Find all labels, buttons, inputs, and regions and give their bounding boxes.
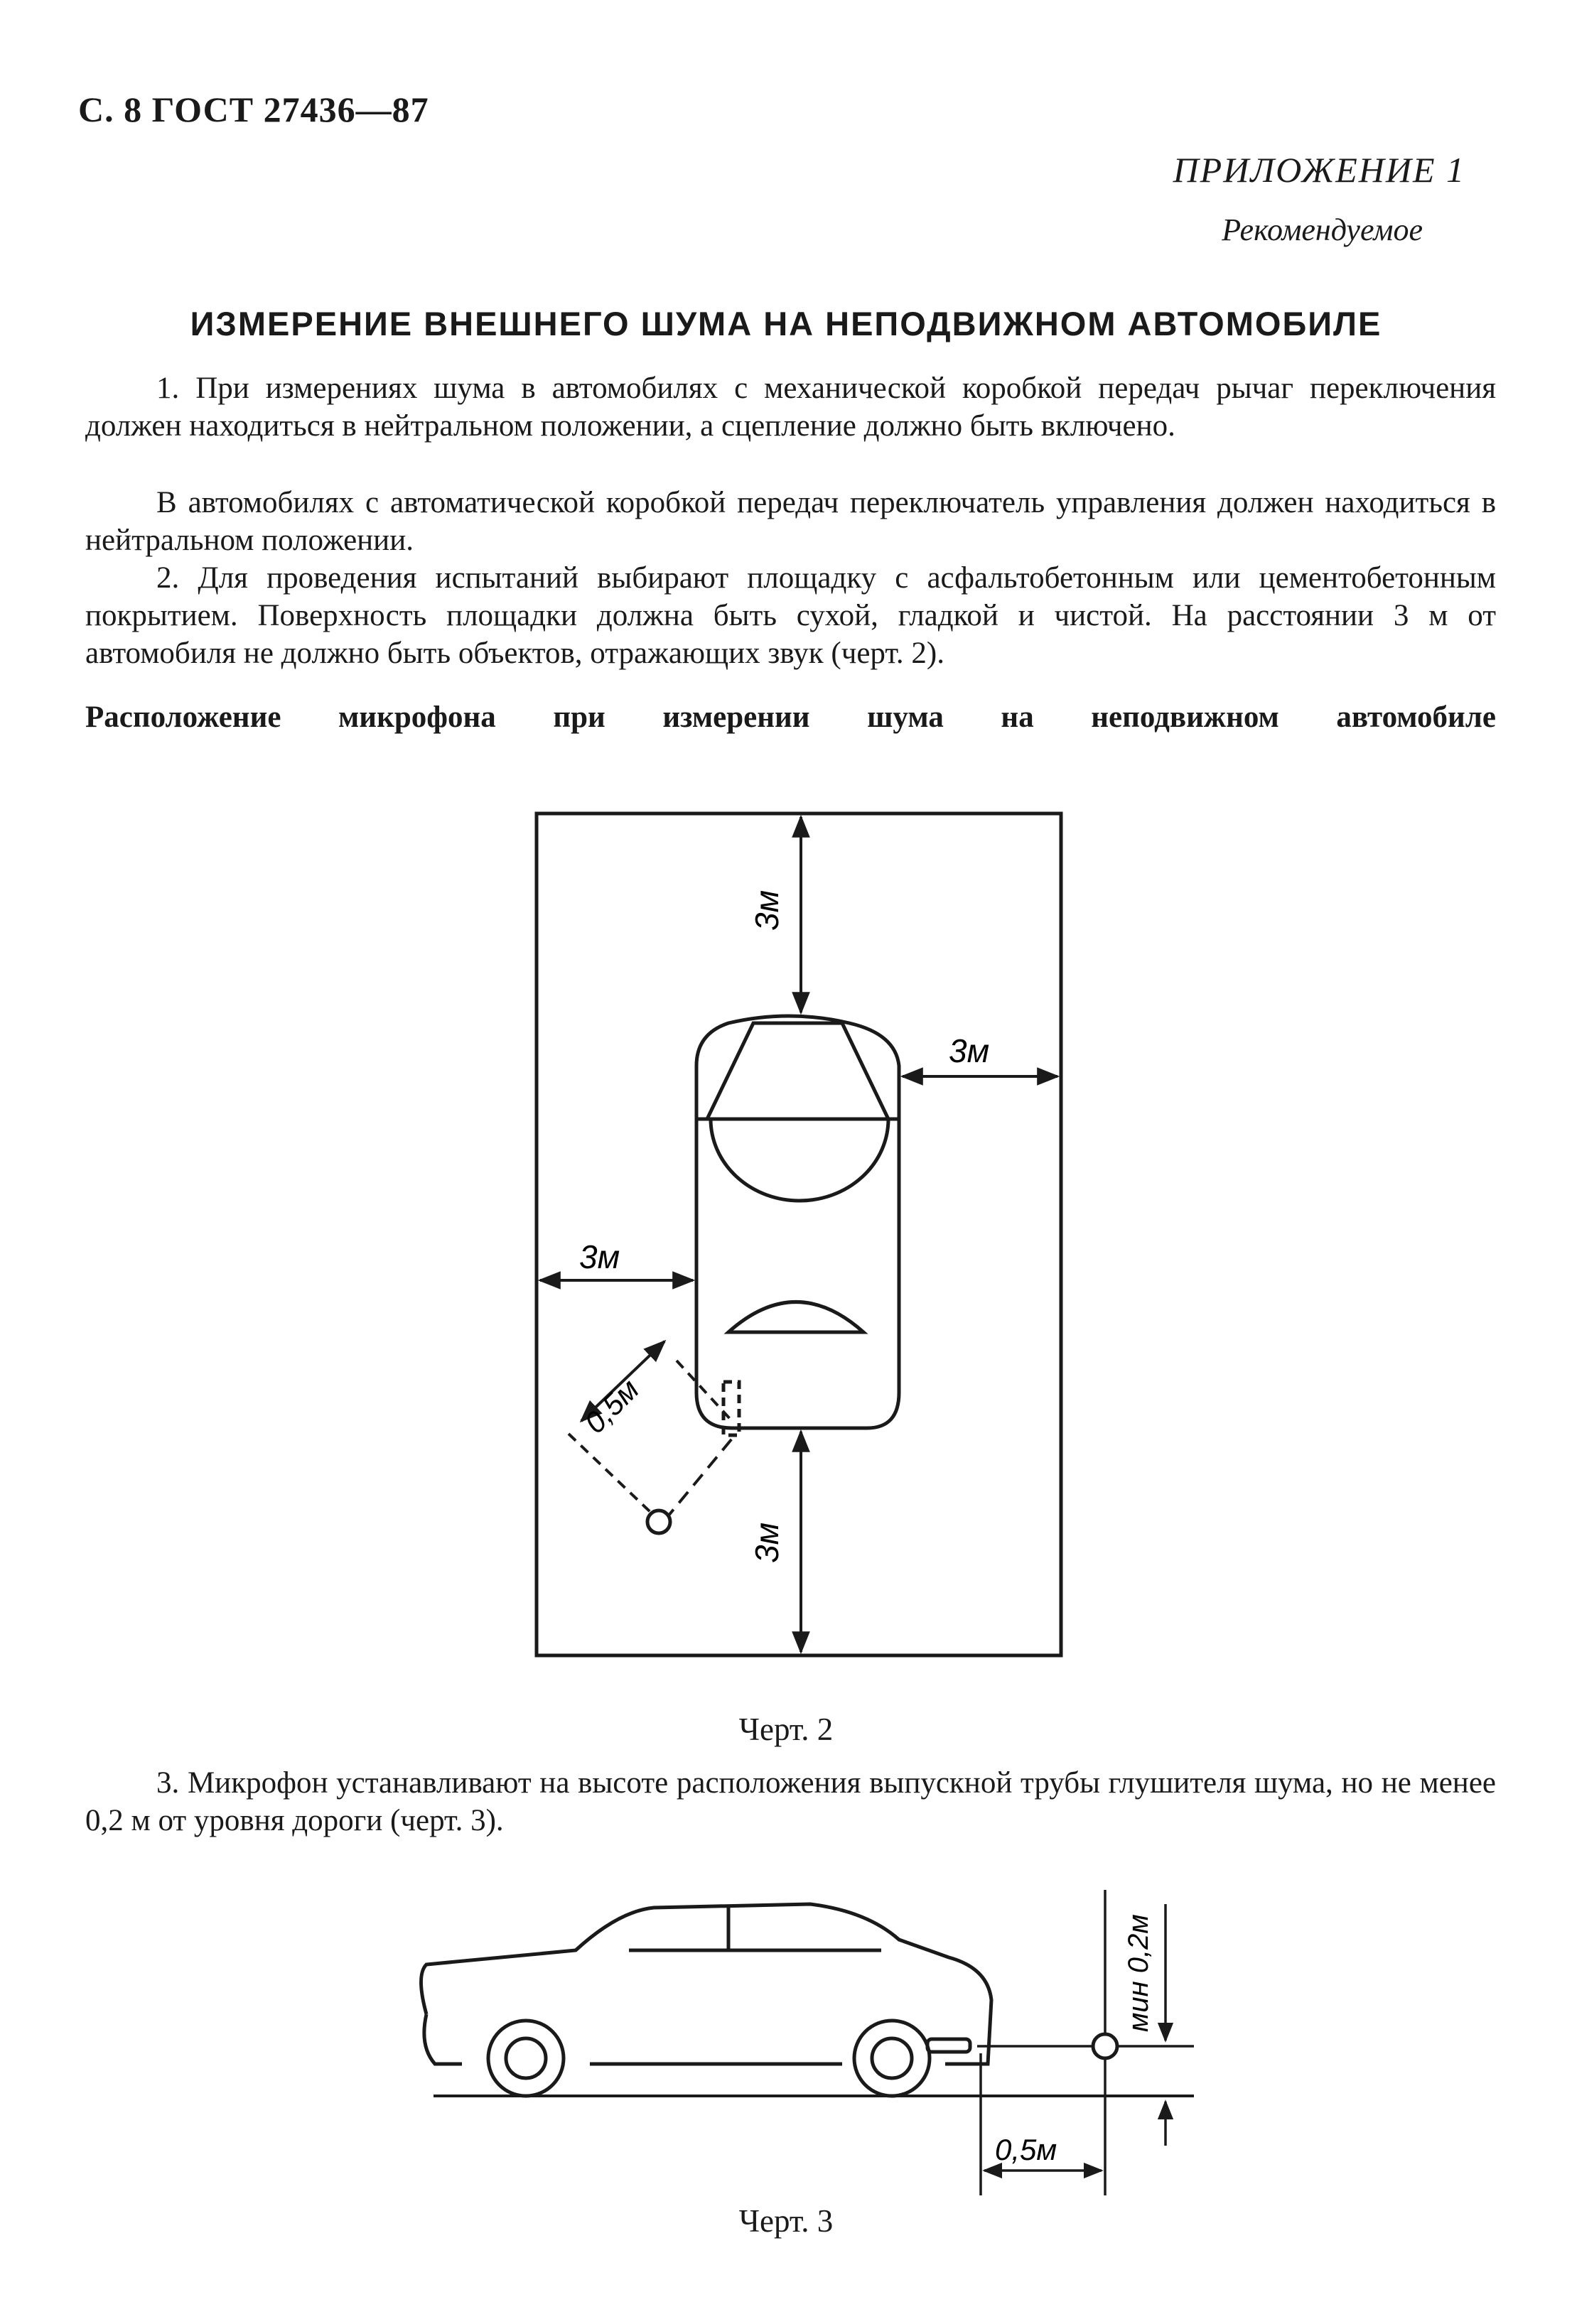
page-header: С. 8 ГОСТ 27436—87 [78, 90, 429, 129]
figure-3-label: Черт. 3 [738, 2203, 834, 2239]
appendix-label: ПРИЛОЖЕНИЕ 1 [1173, 150, 1465, 190]
document-title: ИЗМЕРЕНИЕ ВНЕШНЕГО ШУМА НА НЕПОДВИЖНОМ АВТОМОБИЛЕ [190, 305, 1382, 342]
test-site-boundary [537, 814, 1061, 1655]
dim-label-rear: 3м [748, 1522, 785, 1563]
dim-label-right: 3м [949, 1032, 990, 1069]
figure-2-label: Черт. 2 [738, 1712, 834, 1747]
car-hood-arc [711, 1119, 888, 1201]
car-windscreen [707, 1023, 888, 1119]
paragraph-1: 1. При измерениях шума в автомобилях с механической коробкой передач рычаг переключения должен находиться в нейтральном положении, а сцепление должно быть включено. [85, 372, 1496, 443]
microphone-position [647, 1510, 670, 1533]
appendix-status: Рекомендуемое [1222, 212, 1423, 247]
dim-label-left: 3м [579, 1238, 620, 1275]
dim-label-mic: 0,5м [578, 1372, 646, 1440]
dim-label-front: 3м [748, 890, 785, 931]
figure-2-caption: Расположение микрофона при измерении шума на неподвижном автомобиле [85, 701, 1496, 734]
car-rear-window [728, 1302, 863, 1333]
dim-label-height: мин 0,2м [1123, 1914, 1154, 2032]
dim-label-distance: 0,5м [995, 2133, 1057, 2166]
paragraph-1b: В автомобилях с автоматической коробкой передач переключатель управления должен находиться в нейтральном положении. [85, 486, 1496, 557]
paragraph-3: 3. Микрофон устанавливают на высоте расположения выпускной трубы глушителя шума, но не менее 0,2 м от уровня дороги (черт. 3). [85, 1766, 1496, 1837]
paragraph-2: 2. Для проведения испытаний выбирают площадку с асфальтобетонным или цементобетонным покрытием. Поверхность площадки должна быть сухой, гладкой и чистой. На расстоянии 3 м от автомобиля не должно быть объектов, отражающих звук (черт. 2). [85, 561, 1496, 670]
